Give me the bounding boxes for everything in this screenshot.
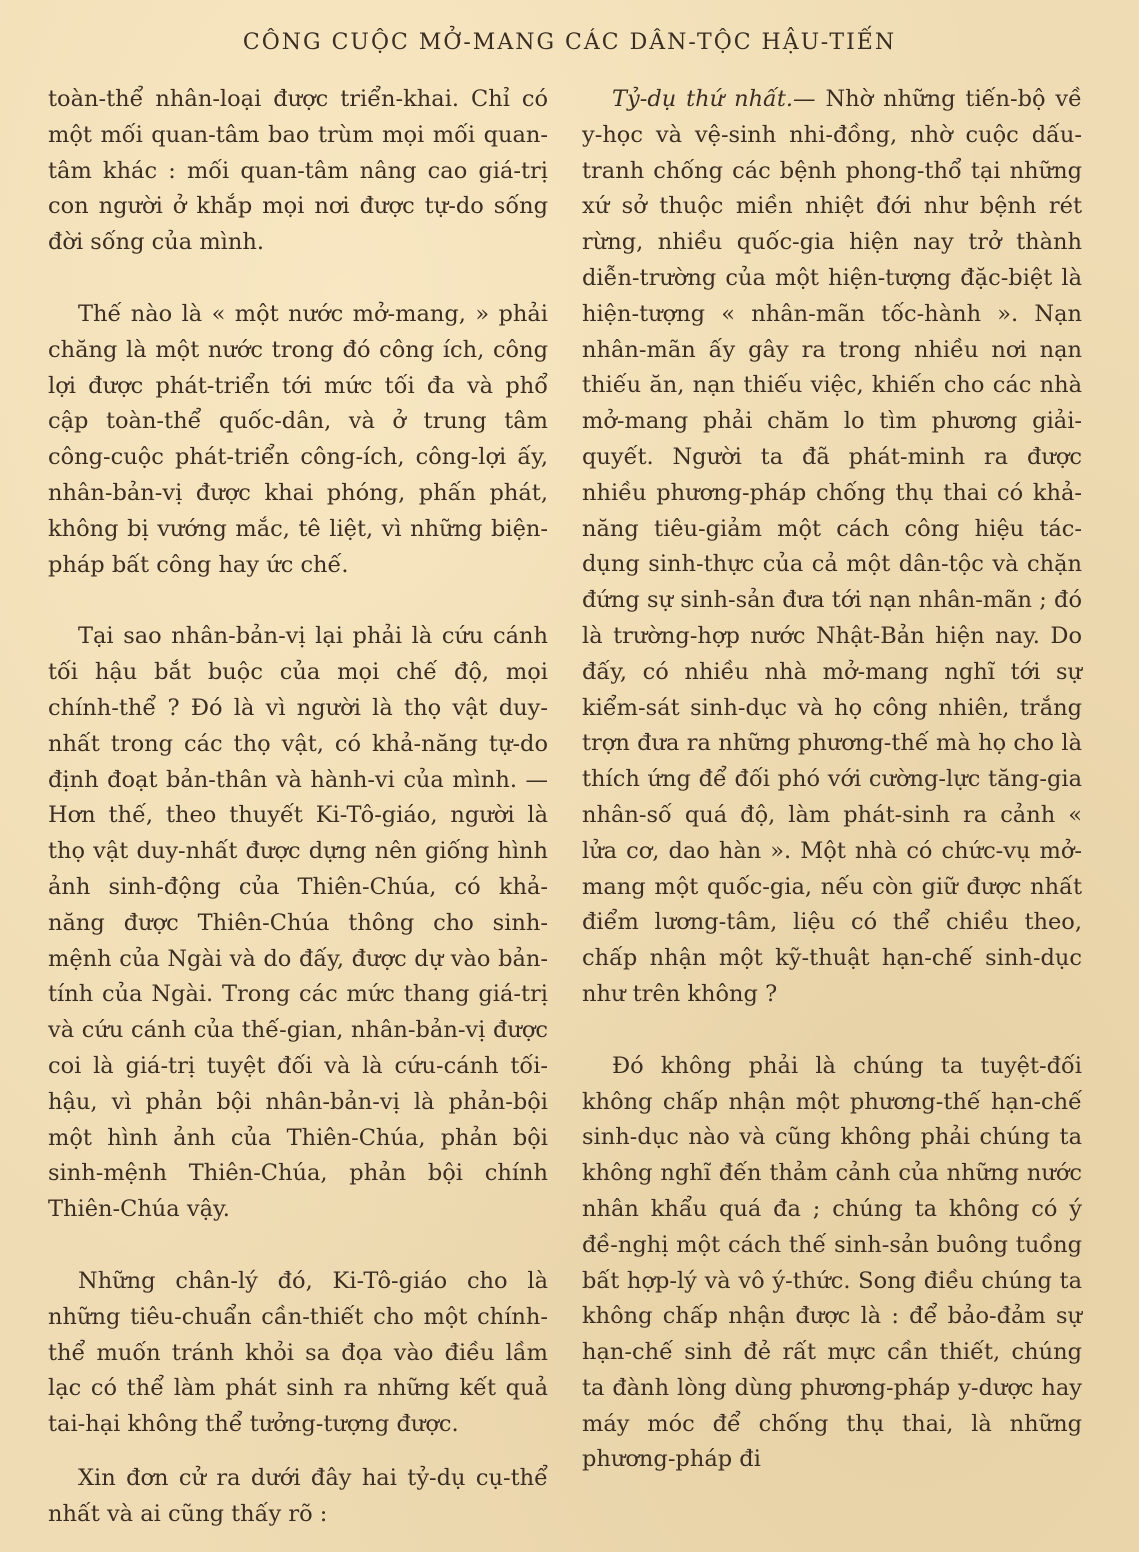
running-title: CÔNG CUỘC MỞ-MANG CÁC DÂN-TỘC HẬU-TIẾN <box>242 30 897 55</box>
paragraph: Xin đơn cử ra dưới đây hai tỷ-dụ cụ-thể nhất và ai cũng thấy rõ : <box>48 1464 548 1527</box>
paragraph-text: Nhờ những tiến-bộ về y-học và vệ-sinh nhi-đồng, nhờ cuộc dấu-tranh chống các bệnh phong-thổ tại những xứ sở thuộc miền nhiệt đới như bệnh rét rừng, nhiều quốc-gia hiện nay trở thành diễn-trường của một hiện-tượng đặc-biệt là hiện-tượng « nhân-mãn tốc-hành ». Nạn nhân-mãn ấy gây ra trong nhiều nơi nạn thiếu ăn, nạn thiếu việc, khiến cho các nhà mở-mang phải chăm lo tìm phương giải-quyết. Người ta đã phát-minh ra được nhiều phương-pháp chống thụ thai có khả-năng tiêu-giảm một cách công hiệu tác-dụng sinh-thực của cả một dân-tộc và chặn đứng sự sinh-sản đưa tới nạn nhân-mãn ; đó là trường-hợp nước Nhật-Bản hiện nay. Do đấy, có nhiều nhà mở-mang nghĩ tới sự kiểm-sát sinh-dục và họ công nhiên, trắng trợn đưa ra những phương-thế mà họ cho là thích ứng để đối phó với cường-lực tăng-gia nhân-số quá độ, làm phát-sinh ra cảnh « lửa cơ, dao hàn ». Một nhà có chức-vụ mở-mang một quốc-gia, nếu còn giữ được nhất điểm lương-tâm, liệu có thể chiều theo, chấp nhận một kỹ-thuật hạn-chế sinh-dục như trên không ? <box>582 86 1082 1007</box>
paragraph: Thế nào là « một nước mở-mang, » phải chăng là một nước trong đó công ích, công lợi được phát-triển tới mức tối đa và phổ cập toàn-thể quốc-dân, và ở trung tâm công-cuộc phát-triển công-ích, công-lợi ấy, nhân-bản-vị được khai phóng, phấn phát, không bị vướng mắc, tê liệt, vì những biện-pháp bất công hay ức chế. <box>48 300 548 578</box>
paragraph: Những chân-lý đó, Ki-Tô-giáo cho là những tiêu-chuẩn cần-thiết cho một chính-thể muốn tránh khỏi sa đọa vào điều lầm lạc có thể làm phát sinh ra những kết quả tai-hại không thể tưởng-tượng được. <box>48 1267 548 1438</box>
paragraph-example-1 <box>582 82 1082 1013</box>
example-lead: Tỷ-dụ thứ nhất.— <box>612 86 816 112</box>
left-column <box>48 82 548 1532</box>
paragraph: Tại sao nhân-bản-vị lại phải là cứu cánh tối hậu bắt buộc của mọi chế độ, mọi chính-thể ? Đó là vì người là thọ vật duy-nhất trong các thọ vật, có khả-năng tự-do định đoạt bản-thân và hành-vi của mình. — Hơn thế, theo thuyết Ki-Tô-giáo, người là thọ vật duy-nhất được dựng nên giống hình ảnh sinh-động của Thiên-Chúa, có khả-năng được Thiên-Chúa thông cho sinh-mệnh của Ngài và do đấy, được dự vào bản-tính của Ngài. Trong các mức thang giá-trị và cứu cánh của thế-gian, nhân-bản-vị được coi là giá-trị tuyệt đối và là cứu-cánh tối-hậu, vì phản bội nhân-bản-vị là phản-bội một hình ảnh của Thiên-Chúa, phản bội sinh-mệnh Thiên-Chúa, phản bội chính Thiên-Chúa vậy. <box>48 623 548 1223</box>
paragraph: Đó không phải là chúng ta tuyệt-đối không chấp nhận một phương-thế hạn-chế sinh-dục nào và cũng không phải chúng ta không nghĩ đến thảm cảnh của những nước nhân khẩu quá đa ; chúng ta không có ý đề-nghị một cách thế sinh-sản buông tuồng bất hợp-lý và vô ý-thức. Song điều chúng ta không chấp nhận được là : để bảo-đảm sự hạn-chế sinh đẻ rất mực cần thiết, chúng ta đành lòng dùng phương-pháp y-dược hay máy móc để chống thụ thai, là những phương-pháp đi <box>582 1052 1082 1473</box>
paragraph: toàn-thể nhân-loại được triển-khai. Chỉ có một mối quan-tâm bao trùm mọi mối quan-tâm khác : mối quan-tâm nâng cao giá-trị con người ở khắp mọi nơi được tự-do sống đời sống của mình. <box>48 86 548 256</box>
right-column <box>582 82 1082 1478</box>
